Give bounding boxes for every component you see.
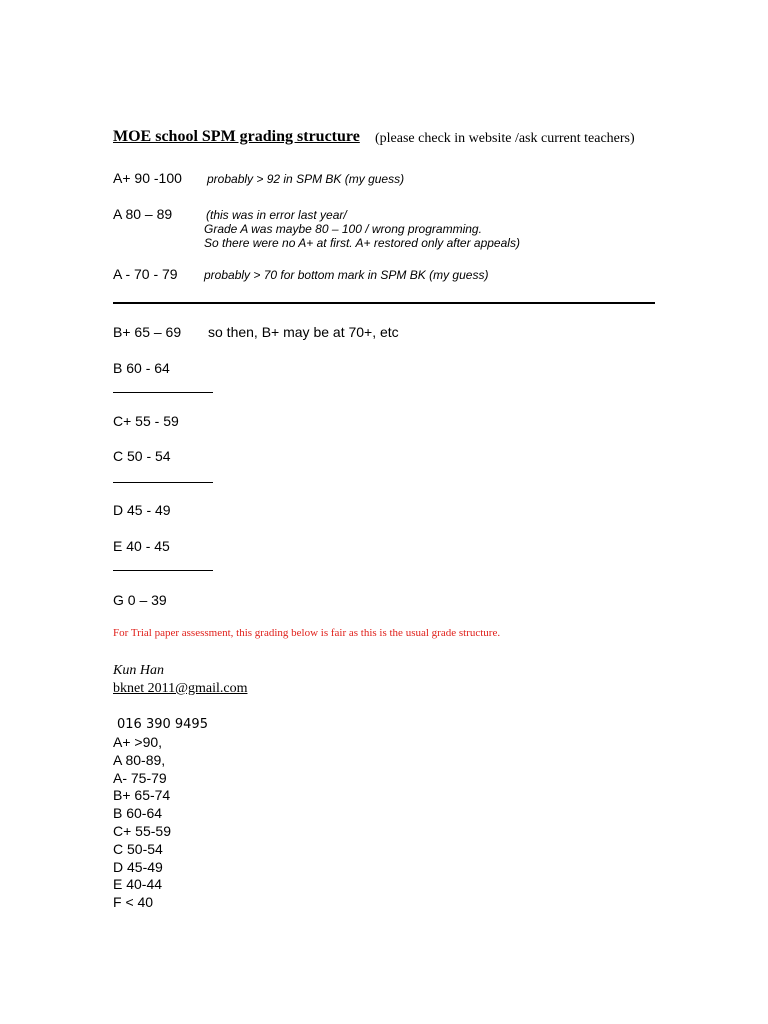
divider-short-1 — [113, 392, 213, 393]
list-item: F < 40 — [113, 894, 154, 911]
grade-c-plus: C+ 55 - 59 — [113, 413, 179, 429]
author-name: Kun Han — [113, 663, 164, 678]
list-item: B 60-64 — [113, 805, 163, 822]
page-title: MOE school SPM grading structure — [113, 128, 360, 145]
list-item: A+ >90, — [113, 734, 163, 750]
grade-a-note-line-2: Grade A was maybe 80 – 100 / wrong programming. — [204, 222, 482, 236]
grade-a-minus-note: probably > 70 for bottom mark in SPM BK (my guess) — [204, 268, 489, 282]
author-email[interactable]: bknet 2011@gmail.com — [113, 681, 248, 696]
grade-a: A 80 – 89 — [113, 206, 173, 222]
trial-note: For Trial paper assessment, this grading below is fair as this is the usual grade structure. — [113, 627, 501, 639]
list-item: C 50-54 — [113, 840, 163, 857]
grade-a-minus: A - 70 - 79 — [113, 266, 178, 282]
grade-e: E 40 - 45 — [113, 538, 170, 554]
list-item: A- 75-79 — [113, 769, 167, 786]
grade-d: D 45 - 49 — [113, 502, 171, 518]
grade-a-note-line-3: So there were no A+ at first. A+ restored only after appeals) — [204, 236, 520, 250]
list-item: B+ 65-74 — [113, 787, 171, 804]
author-phone: 016 390 9495 — [117, 717, 208, 732]
grade-c: C 50 - 54 — [113, 448, 171, 464]
list-item: C+ 55-59 — [113, 822, 171, 839]
title-note: (please check in website /ask current teachers) — [375, 131, 635, 146]
trial-grade-list — [113, 734, 171, 912]
grade-b-plus: B+ 65 – 69 — [113, 324, 182, 340]
divider-short-2 — [113, 482, 213, 483]
grade-b: B 60 - 64 — [113, 360, 170, 376]
grade-b-plus-note: so then, B+ may be at 70+, etc — [208, 324, 399, 340]
grade-a-plus-note: probably > 92 in SPM BK (my guess) — [207, 172, 405, 186]
grade-a-plus: A+ 90 -100 — [113, 170, 182, 186]
divider-short-3 — [113, 570, 213, 571]
divider-long — [113, 302, 655, 304]
grade-a-note-line-1: (this was in error last year/ — [206, 208, 347, 222]
grade-g: G 0 – 39 — [113, 592, 167, 608]
list-item: A 80-89, — [113, 751, 166, 768]
list-item: E 40-44 — [113, 876, 163, 893]
list-item: D 45-49 — [113, 858, 163, 875]
